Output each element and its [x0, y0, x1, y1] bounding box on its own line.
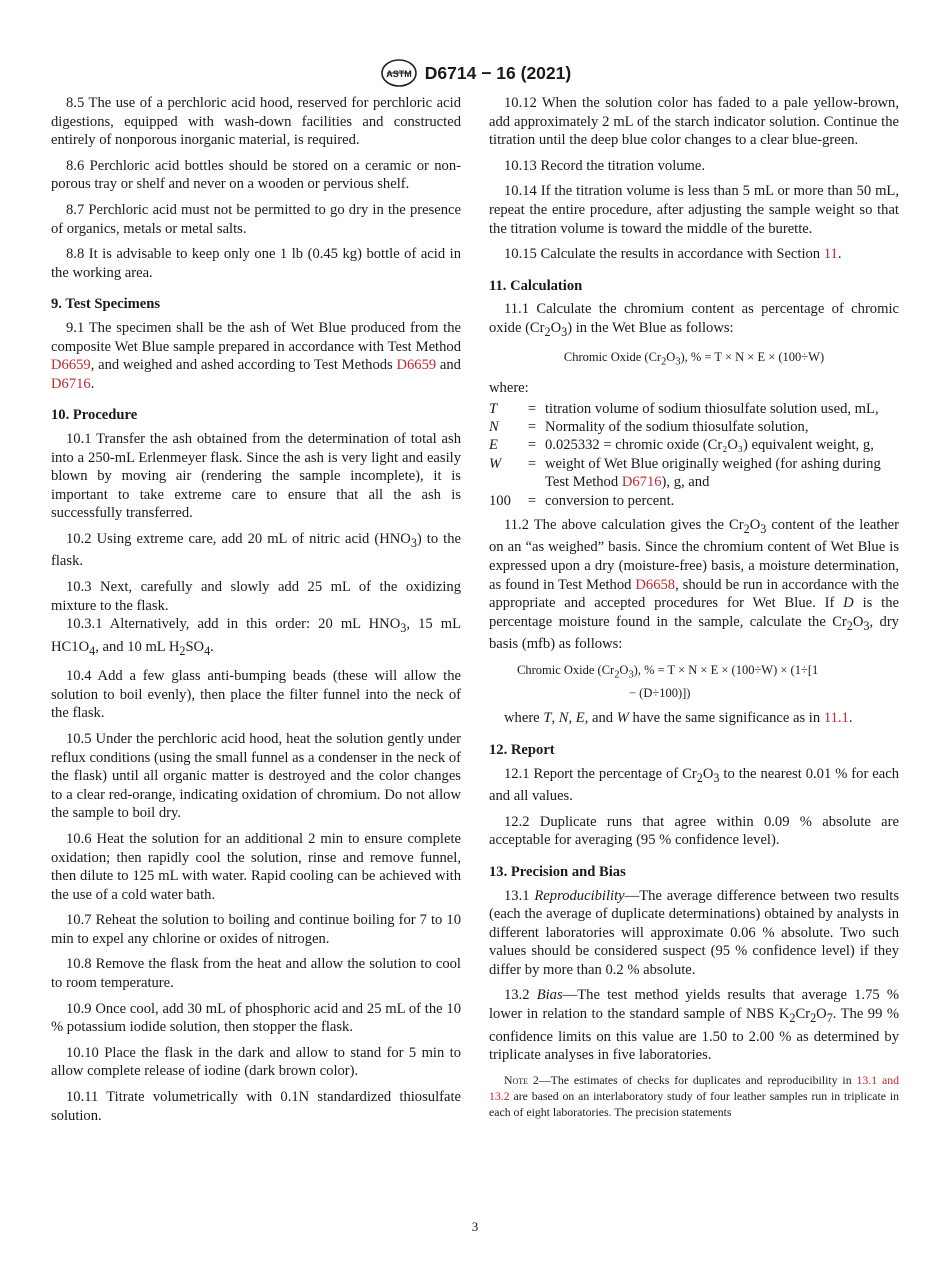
para-10-3-1: 10.3.1 Alternatively, add in this order: 20 mL $HNO_3$, 15 mL $HC1O_4$, and 10 mL $H_2SO_4$.	[51, 616, 461, 658]
designation: D6714 − 16 (2021)	[424, 62, 572, 83]
heading-13: 13. Precision and Bias	[489, 863, 626, 880]
def-row: E = 0.025332 = chromic oxide (Cr₂O₃) equivalent weight, g,	[489, 437, 874, 454]
heading-12: 12. Report	[489, 742, 555, 759]
para-9-1: 9.1 The specimen shall be the ash of Wet Blue produced from the composite Wet Blue sample prepared in accordance with Test Method D6659, and weighed and ashed according to Test Methods D6659 and D6716.	[51, 319, 461, 392]
para-10-15: 10.15 Calculate the results in accordance with Section 11.	[504, 246, 842, 263]
def-row: W = weight of Wet Blue originally weighed (for ashing during Test Method D6716), g, and	[489, 455, 881, 491]
para-10-11: 10.11 Titrate volumetrically with 0.1N standardized thiosulfate solution.	[51, 1089, 461, 1124]
link-d6659-2[interactable]: D6659	[396, 357, 437, 374]
para-10-14: 10.14 If the titration volume is less than 5 mL or more than 50 mL, repeat the entire procedure, after adjusting the sample weight so that the titration volume is toward the middle of the burette.	[489, 183, 899, 237]
para-12-2: 12.2 Duplicate runs that agree within 0.09 % absolute are acceptable for averaging (95 % confidence level).	[489, 813, 899, 849]
def-row: 100 = conversion to percent.	[489, 492, 675, 509]
def-row: N = Normality of the sodium thiosulfate solution,	[489, 418, 809, 435]
page-number: 3	[471, 1219, 479, 1234]
para-12-1: 12.1 Report the percentage of $Cr_2O_3$ to the nearest 0.01 % for each and all values.	[489, 765, 899, 805]
astm-logo-icon	[379, 58, 419, 88]
para-where-2: where T, N, E, and W have the same significance as in 11.1.	[504, 710, 853, 727]
equation-1: Chromic Oxide $(Cr_2O_3)$, % = T × N × E × (100÷W)	[563, 350, 825, 368]
heading-9: 9. Test Specimens	[51, 296, 161, 313]
para-10-5: 10.5 Under the perchloric acid hood, heat the solution gently under reflux conditions (using the small funnel as a condenser in the neck of the flask) until all organic matter is destroyed and the color changes to a clear red-orange, indicating oxidation of chromium. Do not allow the sample to boil dry.	[51, 730, 461, 822]
para-10-13: 10.13 Record the titration volume.	[504, 157, 706, 174]
left-column	[51, 94, 461, 1132]
where-label: where:	[489, 379, 529, 396]
heading-10: 10. Procedure	[51, 407, 138, 424]
variable-definitions	[489, 400, 899, 510]
para-10-9: 10.9 Once cool, add 30 mL of phosphoric acid and 25 mL of the 10 % potassium iodide solution, then stopper the flask.	[51, 1000, 461, 1036]
heading-11: 11. Calculation	[489, 277, 583, 294]
link-section-11[interactable]: 11	[823, 246, 838, 263]
para-10-1: 10.1 Transfer the ash obtained from the determination of total ash into a 250-mL Erlenmeyer flask. Since the ash is very light and easily blown by moving air (rendering the sample incomplete), it is important to take extreme care to ensure that all the ash is successfully transferred.	[51, 430, 461, 522]
para-8-8: 8.8 It is advisable to keep only one 1 lb (0.45 kg) bottle of acid in the working area.	[51, 246, 461, 281]
right-column	[489, 94, 899, 1120]
para-10-10: 10.10 Place the flask in the dark and allow to stand for 5 min to allow complete release of iodine (dark brown color).	[51, 1044, 461, 1080]
para-8-7: 8.7 Perchloric acid must not be permitted to go dry in the presence of organics, metals or metal salts.	[51, 201, 461, 237]
logo-text: ASTM	[386, 69, 412, 79]
para-8-5: 8.5 The use of a perchloric acid hood, reserved for perchloric acid digestions, equipped with wash-down facilities and constructed entirely of nonporous inorganic material, is required.	[51, 95, 461, 149]
para-10-7: 10.7 Reheat the solution to boiling and continue boiling for 7 to 10 min to expel any chlorine or oxides of nitrogen.	[51, 912, 461, 947]
link-d6716[interactable]: D6716	[51, 375, 91, 392]
para-13-1: 13.1 Reproducibility—The average difference between two results (each the average of duplicate determinations) obtained by analysts in different laboratories will approximate 0.06 % absolute. Two such values should be considered suspect (95 % confidence level) if they differ by more than 0.2 % absolute.	[489, 887, 900, 978]
note-2: Note 2—The estimates of checks for duplicates and reproducibility in 13.1 and 13.2 are based on an interlaboratory study of four leather samples run in triplicate in each of eight laboratories. The precision statements	[489, 1072, 899, 1119]
para-10-3: 10.3 Next, carefully and slowly add 25 mL of the oxidizing mixture to the flask.	[51, 578, 461, 614]
link-11-1[interactable]: 11.1	[823, 710, 849, 727]
para-10-6: 10.6 Heat the solution for an additional 2 min to ensure complete oxidation; then rapidly cool the solution, rinse and remove funnel, then dilute to 125 mL with water. Rapid cooling can be achieved with the use of a cold water bath.	[51, 830, 461, 903]
para-8-6: 8.6 Perchloric acid bottles should be stored on a ceramic or non-porous tray or shelf and never on a wooden or pervious shelf.	[51, 157, 461, 193]
link-13-1-13-2[interactable]: 13.1 and 13.2	[489, 1072, 899, 1103]
para-10-8: 10.8 Remove the flask from the heat and allow the solution to cool to room temperature.	[51, 956, 461, 992]
para-13-2: 13.2 Bias—The test method yields results that average 1.75 % lower in relation to the standard sample of NBS $K_2Cr_2O_7$. The 99 % confidence limits on this value are 1.50 to 2.00 % as determined by triplicate analyses in five laboratories.	[489, 987, 899, 1064]
para-10-2: 10.2 Using extreme care, add 20 mL of nitric acid $(HNO_3)$ to the flask.	[51, 530, 461, 570]
equation-2: Chromic Oxide $(Cr_2O_3)$, % = T × N × E × (100÷W) × (1÷[1 − (D÷100)])	[517, 662, 819, 701]
link-d6658[interactable]: D6658	[635, 576, 676, 593]
para-11-2: 11.2 The above calculation gives the $Cr_2O_3$ content of the leather on an “as weighed” basis. Since the chromium content of Wet Blue is expressed upon a dry (moisture-free) basis, a moisture determination, as found in Test Method D6658, should be run in accordance with the appropriate and accepted procedures for Wet Blue. If D is the percentage moisture found in the sample, calculate the $Cr_2O_3$, dry basis (mfb) as follows:	[489, 516, 900, 653]
para-10-4: 10.4 Add a few glass anti-bumping beads (these will allow the solution to boil evenly), then place the filter funnel into the neck of the flask.	[51, 668, 461, 722]
page-header	[0, 58, 950, 88]
link-d6716-b[interactable]: D6716	[621, 474, 662, 491]
para-10-12: 10.12 When the solution color has faded to a pale yellow-brown, add approximately 2 mL of the starch indicator solution. Continue the titration until the deep blue color changes to a clear blue-green.	[489, 95, 899, 149]
para-11-1: 11.1 Calculate the chromium content as percentage of chromic oxide $(Cr_2O_3)$ in the Wet Blue as follows:	[489, 301, 899, 339]
def-row: T = titration volume of sodium thiosulfate solution used, mL,	[489, 400, 879, 417]
link-d6659[interactable]: D6659	[51, 357, 91, 374]
